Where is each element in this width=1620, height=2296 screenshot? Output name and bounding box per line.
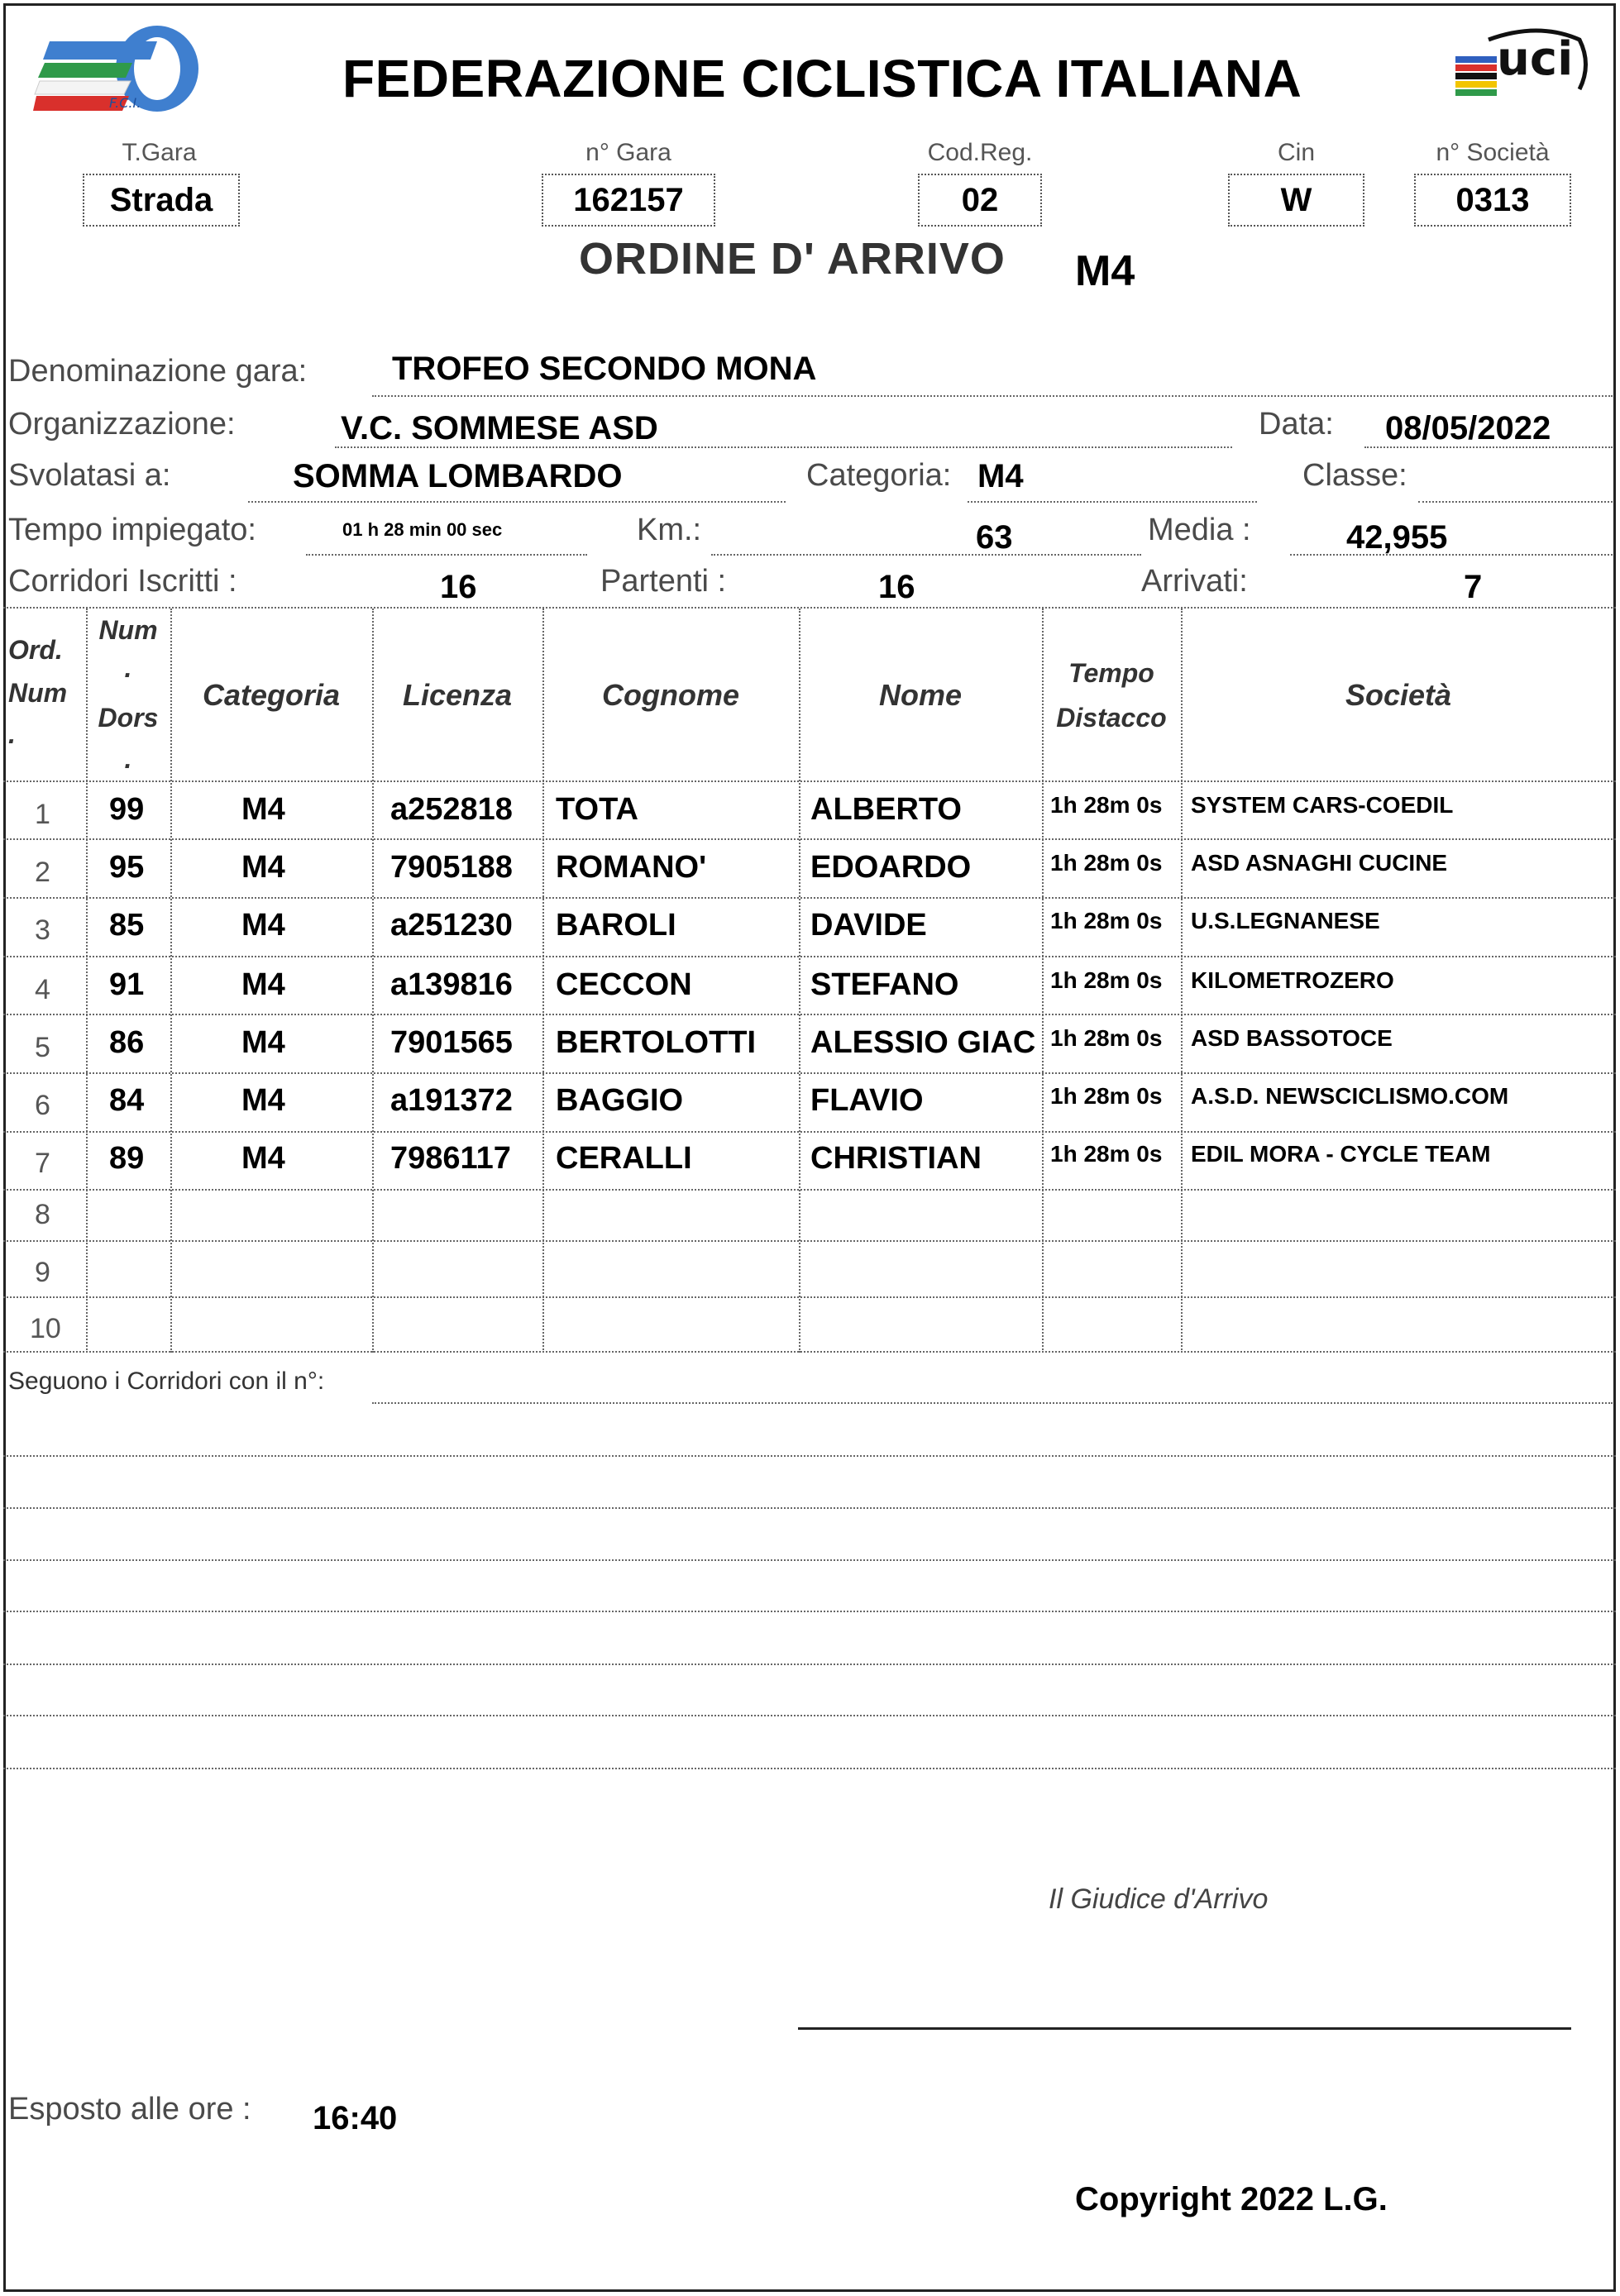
organizzazione-value: V.C. SOMMESE ASD xyxy=(341,410,658,446)
row-tempo: 1h 28m 0s xyxy=(1050,967,1163,993)
codreg-value: 02 xyxy=(918,174,1042,227)
esposto-label: Esposto alle ore : xyxy=(8,2092,251,2127)
row-nome: EDOARDO xyxy=(810,850,972,885)
row-lic: 7901565 xyxy=(390,1025,513,1060)
row-nome: ALESSIO GIAC xyxy=(810,1025,1036,1060)
row-lic: a191372 xyxy=(390,1083,513,1118)
info-bottom-line xyxy=(3,607,1616,609)
row-tempo: 1h 28m 0s xyxy=(1050,1083,1163,1109)
row-societa: SYSTEM CARS-COEDIL xyxy=(1191,792,1454,818)
ngara-label: n° Gara xyxy=(585,139,671,166)
row-cat: M4 xyxy=(241,1141,285,1176)
header-num-line4: . xyxy=(124,744,132,774)
row-nome: DAVIDE xyxy=(810,908,927,943)
row-tempo: 1h 28m 0s xyxy=(1050,908,1163,933)
notes-line xyxy=(3,1507,1616,1509)
judge-signature-line xyxy=(798,2027,1571,2030)
row-nome: FLAVIO xyxy=(810,1083,924,1118)
row-ord: 9 xyxy=(35,1257,50,1288)
row-cat: M4 xyxy=(241,850,285,885)
copyright-text: Copyright 2022 L.G. xyxy=(1075,2181,1388,2217)
row-cognome: CECCON xyxy=(556,967,692,1002)
tgara-label: T.Gara xyxy=(122,139,197,166)
row-lic: 7905188 xyxy=(390,850,513,885)
cin-value: W xyxy=(1228,174,1364,227)
tempo-line xyxy=(306,554,587,556)
header-nome: Nome xyxy=(878,678,963,712)
nsocieta-value: 0313 xyxy=(1414,174,1571,227)
row-divider xyxy=(3,1189,1616,1191)
row-cognome: ROMANO' xyxy=(556,850,707,885)
row-cat: M4 xyxy=(241,967,285,1002)
row-cat: M4 xyxy=(241,1025,285,1060)
tempo-label: Tempo impiegato: xyxy=(8,513,256,547)
row-divider xyxy=(3,1072,1616,1074)
seguono-line xyxy=(372,1402,1613,1404)
km-value: 63 xyxy=(976,519,1013,556)
km-label: Km.: xyxy=(637,513,702,547)
classe-label: Classe: xyxy=(1302,458,1407,493)
row-ord: 8 xyxy=(35,1199,50,1230)
row-cat: M4 xyxy=(241,1083,285,1118)
row-cognome: BAGGIO xyxy=(556,1083,684,1118)
row-divider xyxy=(3,838,1616,840)
judge-label: Il Giudice d'Arrivo xyxy=(1049,1883,1269,1915)
classe-line xyxy=(1418,501,1613,503)
header-num-line3: Dors xyxy=(98,703,159,733)
row-nome: ALBERTO xyxy=(810,792,962,827)
row-cognome: BERTOLOTTI xyxy=(556,1025,757,1060)
header-divider xyxy=(3,780,1616,782)
row-ord: 7 xyxy=(35,1148,50,1179)
categoria-value: M4 xyxy=(977,458,1024,494)
tgara-value: Strada xyxy=(83,174,240,227)
row-nome: CHRISTIAN xyxy=(810,1141,982,1176)
row-lic: 7986117 xyxy=(390,1141,511,1176)
nsocieta-label: n° Società xyxy=(1436,139,1550,166)
svg-text:uci: uci xyxy=(1497,32,1574,86)
seguono-label: Seguono i Corridori con il n°: xyxy=(8,1368,325,1395)
header-num-line2: . xyxy=(124,653,132,683)
categoria-label: Categoria: xyxy=(806,458,952,493)
page-title: FEDERAZIONE CICLISTICA ITALIANA xyxy=(342,49,1302,108)
tempo-value: 01 h 28 min 00 sec xyxy=(342,519,503,540)
notes-line xyxy=(3,1455,1616,1457)
partenti-value: 16 xyxy=(878,569,915,605)
row-tempo: 1h 28m 0s xyxy=(1050,850,1163,876)
row-lic: a251230 xyxy=(390,908,513,943)
row-num: 99 xyxy=(109,792,145,827)
row-divider xyxy=(3,1351,1616,1353)
partenti-label: Partenti : xyxy=(600,564,727,599)
header-tempo-line2: Distacco xyxy=(1056,703,1167,733)
header-ord-line1: Ord. xyxy=(8,635,63,665)
row-num: 89 xyxy=(109,1141,145,1176)
categoria-line xyxy=(968,501,1257,503)
media-line xyxy=(1290,554,1613,556)
row-tempo: 1h 28m 0s xyxy=(1050,792,1163,818)
header-licenza: Licenza xyxy=(402,678,513,712)
row-ord: 3 xyxy=(35,914,50,946)
denominazione-line xyxy=(372,395,1613,397)
media-value: 42,955 xyxy=(1346,519,1448,556)
row-tempo: 1h 28m 0s xyxy=(1050,1025,1163,1051)
row-societa: ASD ASNAGHI CUCINE xyxy=(1191,850,1448,876)
notes-line xyxy=(3,1715,1616,1716)
notes-line xyxy=(3,1768,1616,1769)
notes-line xyxy=(3,1611,1616,1612)
organizzazione-line xyxy=(335,446,1232,448)
svolatasi-line xyxy=(248,501,786,503)
row-ord: 6 xyxy=(35,1090,50,1121)
codreg-label: Cod.Reg. xyxy=(927,139,1033,166)
data-label: Data: xyxy=(1259,407,1334,442)
row-societa: ASD BASSOTOCE xyxy=(1191,1025,1393,1051)
row-ord: 10 xyxy=(30,1313,61,1344)
row-ord: 1 xyxy=(35,799,50,830)
row-cognome: BAROLI xyxy=(556,908,676,943)
row-cat: M4 xyxy=(241,792,285,827)
row-num: 84 xyxy=(109,1083,145,1118)
organizzazione-label: Organizzazione: xyxy=(8,407,236,442)
row-num: 85 xyxy=(109,908,145,943)
uci-logo-graphic xyxy=(1447,23,1592,114)
cin-label: Cin xyxy=(1277,139,1315,166)
fci-logo-graphic xyxy=(33,23,207,114)
iscritti-label: Corridori Iscritti : xyxy=(8,564,237,599)
arrivati-label: Arrivati: xyxy=(1141,564,1248,599)
row-cognome: CERALLI xyxy=(556,1141,692,1176)
notes-line xyxy=(3,1664,1616,1665)
row-divider xyxy=(3,1014,1616,1015)
denominazione-label: Denominazione gara: xyxy=(8,354,308,389)
row-nome: STEFANO xyxy=(810,967,959,1002)
notes-line xyxy=(3,1559,1616,1561)
header-ord-line2: Num xyxy=(8,678,68,708)
svolatasi-label: Svolatasi a: xyxy=(8,458,171,493)
row-ord: 2 xyxy=(35,857,50,888)
row-lic: a139816 xyxy=(390,967,513,1002)
row-societa: EDIL MORA - CYCLE TEAM xyxy=(1191,1141,1491,1167)
row-ord: 4 xyxy=(35,974,50,1005)
header-cognome: Cognome xyxy=(602,678,739,712)
header-tempo-line1: Tempo xyxy=(1068,658,1154,688)
row-divider xyxy=(3,1240,1616,1242)
km-line xyxy=(711,554,1141,556)
row-divider xyxy=(3,1131,1616,1133)
row-num: 86 xyxy=(109,1025,145,1060)
row-divider xyxy=(3,956,1616,957)
row-cognome: TOTA xyxy=(556,792,638,827)
row-num: 91 xyxy=(109,967,145,1002)
ngara-value: 162157 xyxy=(542,174,715,227)
fci-logo xyxy=(33,23,207,114)
data-value: 08/05/2022 xyxy=(1385,410,1551,446)
uci-logo xyxy=(1447,23,1592,114)
row-cat: M4 xyxy=(241,908,285,943)
header-societa: Società xyxy=(1345,678,1452,712)
denominazione-value: TROFEO SECONDO MONA xyxy=(392,351,817,387)
row-lic: a252818 xyxy=(390,792,513,827)
header-ord-line3: . xyxy=(8,719,16,749)
svolatasi-value: SOMMA LOMBARDO xyxy=(293,458,623,494)
row-societa: KILOMETROZERO xyxy=(1191,967,1394,993)
media-label: Media : xyxy=(1148,513,1251,547)
row-num: 95 xyxy=(109,850,145,885)
row-divider xyxy=(3,897,1616,899)
esposto-value: 16:40 xyxy=(313,2100,398,2136)
arrivati-value: 7 xyxy=(1464,569,1483,605)
category-heading: M4 xyxy=(1075,247,1135,295)
data-line xyxy=(1364,446,1613,448)
document-subtitle: ORDINE D' ARRIVO xyxy=(579,234,1006,284)
row-societa: A.S.D. NEWSCICLISMO.COM xyxy=(1191,1083,1509,1109)
row-ord: 5 xyxy=(35,1032,50,1063)
header-categoria: Categoria xyxy=(202,678,341,712)
row-societa: U.S.LEGNANESE xyxy=(1191,908,1380,933)
row-tempo: 1h 28m 0s xyxy=(1050,1141,1163,1167)
svg-text:F.C.I.: F.C.I. xyxy=(109,95,141,111)
row-divider xyxy=(3,1296,1616,1298)
iscritti-value: 16 xyxy=(440,569,477,605)
header-num-line1: Num xyxy=(98,615,158,645)
